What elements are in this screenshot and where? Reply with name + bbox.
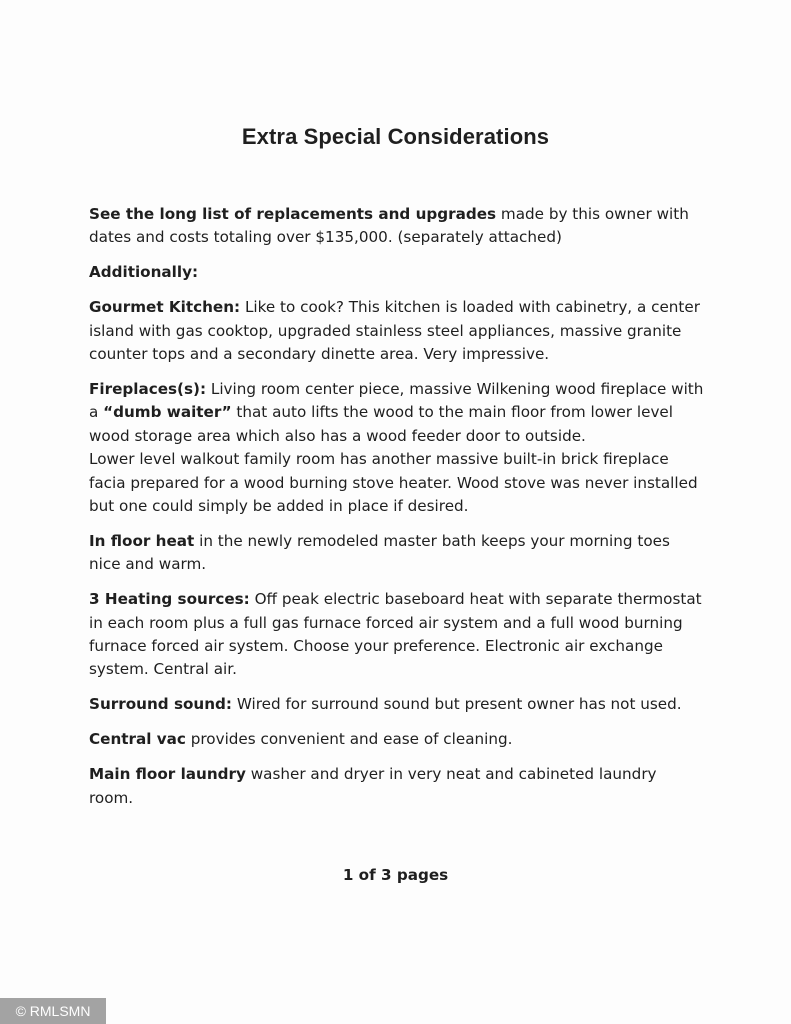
paragraph-inline-bold: “dumb waiter” (103, 403, 232, 422)
paragraph-fireplaces (89, 378, 704, 518)
paragraph-heading: In floor heat (89, 531, 195, 550)
paragraph-heading: Additionally: (89, 263, 199, 282)
paragraph-text: provides convenient and ease of cleaning. (185, 730, 513, 749)
paragraph-text: washer and dryer in very neat and cabineted laundry room. (89, 765, 657, 807)
paragraph-text: Like to cook? This kitchen is loaded with cabinetry, a center island with gas cooktop, upgraded stainless steel appliances, massive granite counter tops and a secondary dinette area. Very impressive. (89, 298, 700, 364)
paragraph-gourmet-kitchen (89, 296, 704, 366)
paragraph-text: made by this owner with dates and costs totaling over $135,000. (separately attached) (89, 205, 689, 247)
paragraph-text: in the newly remodeled master bath keeps your morning toes nice and warm. (89, 531, 670, 574)
paragraph-surround-sound (89, 693, 704, 716)
copyright-watermark: © RMLSMN (0, 998, 106, 1024)
paragraph-text: Living room center piece, massive Wilkening wood fireplace with a (89, 379, 704, 422)
paragraph-in-floor-heat (89, 530, 704, 577)
paragraph-heading: See the long list of replacements and upgrades (89, 205, 497, 223)
paragraph-additionally (89, 261, 704, 284)
paragraph-heading: Fireplaces(s): (89, 379, 207, 398)
paragraph-central-vac (89, 728, 704, 751)
paragraph-text: Off peak electric baseboard heat with separate thermostat in each room plus a full gas furnace forced air system and a full wood burning furnace forced air system. Choose your preference. Electronic air exchange system. Central air. (89, 590, 702, 679)
paragraph-text: Wired for surround sound but present owner has not used. (232, 695, 682, 714)
document-body (89, 203, 704, 821)
paragraph-replacements (89, 203, 704, 250)
paragraph-heating-sources (89, 588, 704, 682)
paragraph-heading: 3 Heating sources: (89, 590, 250, 609)
paragraph-heading: Central vac (89, 730, 186, 749)
page-count: 1 of 3 pages (342, 866, 449, 884)
paragraph-heading: Surround sound: (89, 695, 232, 714)
paragraph-heading: Gourmet Kitchen: (89, 298, 241, 317)
paragraph-heading: Main floor laundry (89, 765, 246, 784)
document-title: Extra Special Considerations (241, 124, 550, 149)
paragraph-text: Lower level walkout family room has another massive built-in brick fireplace facia prepared for a wood burning stove heater. Wood stove was never installed but one could simply be added in place if desired. (89, 450, 698, 515)
paragraph-main-floor-laundry (89, 763, 704, 810)
paragraph-text: that auto lifts the wood to the main floor from lower level wood storage area which also has a wood feeder door to outside. (89, 403, 673, 445)
